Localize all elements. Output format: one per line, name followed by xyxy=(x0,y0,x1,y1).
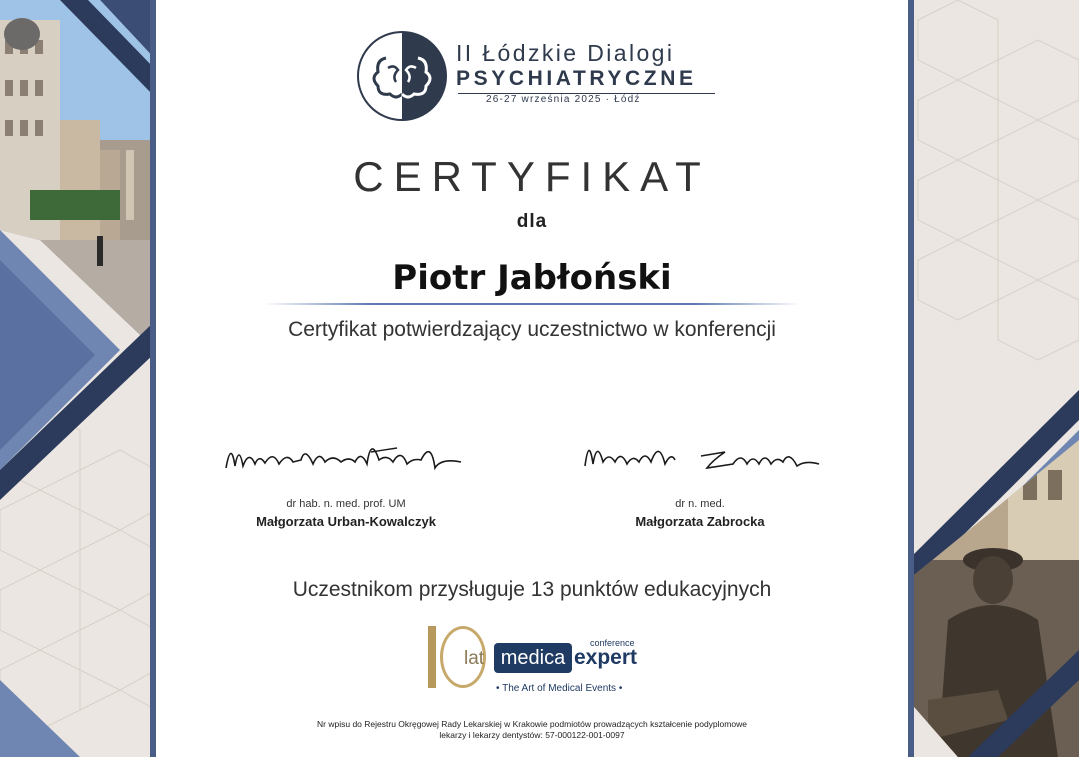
signatory-1-name: Małgorzata Urban-Kowalczyk xyxy=(256,514,436,529)
medica-logo-medica: medica xyxy=(494,643,572,673)
certificate-title: CERTYFIKAT xyxy=(353,153,711,200)
signatory-2-name: Małgorzata Zabrocka xyxy=(635,514,765,529)
certificate-for-label: dla xyxy=(516,211,548,232)
certificate-body xyxy=(156,0,908,757)
signatory-2-title: dr n. med. xyxy=(675,498,725,510)
medica-logo-lat: lat xyxy=(464,648,485,669)
certificate-description: Certyfikat potwierdzający uczestnictwo w konferencji xyxy=(288,318,776,341)
education-points-text: Uczestnikom przysługuje 13 punktów edukacyjnych xyxy=(292,578,772,601)
conference-logo xyxy=(356,30,726,120)
medica-expert-logo xyxy=(422,624,652,700)
ten-years-digit-one xyxy=(428,626,436,688)
logo-title-line2: PSYCHIATRYCZNE xyxy=(456,67,697,90)
medica-logo-tagline: • The Art of Medical Events • xyxy=(496,683,623,694)
brain-head-profile-icon xyxy=(356,30,448,122)
left-decor-graphic xyxy=(0,0,156,757)
handwritten-signature-2 xyxy=(575,430,825,480)
medica-logo-conference: conference xyxy=(590,638,635,648)
signature-block-1 xyxy=(176,430,516,529)
registry-note xyxy=(256,719,808,741)
logo-title-line1: II Łódzkie Dialogi xyxy=(456,40,675,66)
signature-block-2 xyxy=(530,430,870,529)
registry-note-line2: lekarzy i lekarzy dentystów: 57-000122-001-0097 xyxy=(439,730,625,740)
right-decor-panel xyxy=(908,0,1079,757)
signatory-1-title: dr hab. n. med. prof. UM xyxy=(286,498,406,510)
handwritten-signature-1 xyxy=(221,430,471,480)
left-decor-panel xyxy=(0,0,156,757)
recipient-name: Piotr Jabłoński xyxy=(392,258,672,298)
registry-note-line1: Nr wpisu do Rejestru Okręgowej Rady Lekarskiej w Krakowie podmiotów prowadzących kształcenie podyplomowe xyxy=(317,719,747,729)
medica-logo-expert: expert xyxy=(574,646,638,669)
right-decor-graphic xyxy=(908,0,1079,757)
name-underline xyxy=(264,303,801,305)
logo-date-place: 26-27 września 2025 · Łódź xyxy=(486,94,641,105)
